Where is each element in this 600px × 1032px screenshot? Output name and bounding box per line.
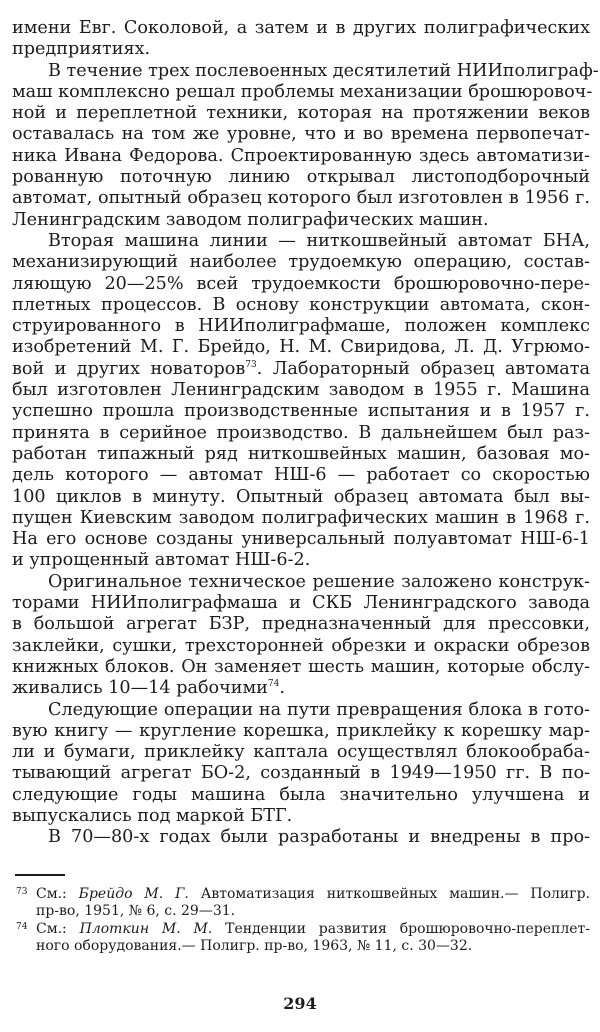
footnote-73 (16, 884, 590, 903)
text-line: ной и переплетной техники, которая на протяжении веков (12, 103, 590, 124)
text-line: следующие годы машина была значительно улучшена и (12, 784, 590, 805)
footnote-ref-73[interactable]: 73 (245, 359, 257, 370)
text-line: струированного в НИИполиграфмаше, положен комплекс (12, 316, 590, 337)
footnote-title: Тенденции развития брошюровочно-переплет- (212, 921, 591, 937)
text-line: ника Ивана Федорова. Спроектированную здесь автоматизи- (12, 145, 590, 166)
text-line: принята в серийное производство. В дальнейшем был раз- (12, 422, 590, 443)
paragraph-start-line: Оригинальное техническое решение заложено конструк- (48, 571, 590, 592)
footnote-title: Автоматизация ниткошвейных машин.— Полигр. (188, 886, 590, 902)
text-line: заклейки, сушки, трехсторонней обрезки и окраски обрезов (12, 635, 590, 656)
text-line: был изготовлен Ленинградским заводом в 1955 г. Машина (12, 380, 590, 401)
text-line: автомат, опытный образец которого был изготовлен в 1956 г. (12, 188, 590, 209)
text-line: механизирующий наиболее трудоемкую операцию, состав- (12, 252, 590, 273)
text-line-with-footnote-ref (12, 678, 590, 699)
text-segment: вой и других новаторов (12, 358, 246, 379)
footnote-prefix: См.: (36, 886, 79, 902)
text-line: предприятиях. (12, 39, 151, 60)
footnote-separator (15, 874, 65, 876)
text-line: успешно прошла производственные испытания и в 1957 г. (12, 401, 590, 422)
footnote-74 (16, 919, 590, 938)
footnote-74-continuation: ного оборудования.— Полигр. пр-во, 1963, № 11, с. 30—32. (36, 937, 473, 954)
footnote-number: 74 (16, 922, 28, 932)
text-line: рованную поточную линию открывал листоподборочный (12, 167, 590, 188)
text-line: изобретений М. Г. Брейдо, Н. М. Свиридова, Л. Д. Угрюмо- (12, 337, 590, 358)
paragraph-start-line: В 70—80-х годах были разработаны и внедрены в про- (48, 827, 590, 848)
paragraph-start-line: В течение трех послевоенных десятилетий НИИполиграф- (48, 60, 599, 81)
text-line: и упрощенный автомат НШ-6-2. (12, 550, 311, 571)
footnote-prefix: См.: (36, 921, 80, 937)
text-line: работан типажный ряд ниткошвейных машин, базовая мо- (12, 443, 590, 464)
text-segment: . Лабораторный образец автомата (256, 358, 590, 379)
text-line: в большой агрегат БЗР, предназначенный для прессовки, (12, 614, 590, 635)
text-line: плетных процессов. В основу конструкции автомата, скон- (12, 294, 590, 315)
text-line: книжных блоков. Он заменяет шесть машин, которые обслу- (12, 656, 590, 677)
text-line: 100 циклов в минуту. Опытный образец автомата был вы- (12, 486, 590, 507)
footnote-author: Брейдо М. Г. (78, 886, 189, 902)
text-line: тывающий агрегат БО-2, созданный в 1949—1950 гг. В по- (12, 763, 590, 784)
text-line: выпускались под маркой БТГ. (12, 805, 293, 826)
text-segment: . (279, 678, 285, 699)
paragraph-start-line: Вторая машина линии — ниткошвейный автомат БНА, (48, 230, 590, 251)
text-line: пущен Киевским заводом полиграфических машин в 1968 г. (12, 507, 590, 528)
text-line: торами НИИполиграфмаша и СКБ Ленинградского завода (12, 593, 590, 614)
text-line: ляющую 20—25% всей трудоемкости брошюровочно-пере- (12, 273, 590, 294)
text-line-with-footnote-ref (12, 359, 590, 380)
text-line: вую книгу — кругление корешка, приклейку к корешку мар- (12, 720, 590, 741)
text-line: ли и бумаги, приклейку каптала осуществлял блокообраба- (12, 742, 590, 763)
footnote-73-continuation: пр-во, 1951, № 6, с. 29—31. (36, 902, 236, 919)
paragraph-start-line: Следующие операции на пути превращения блока в гото- (48, 699, 590, 720)
text-line: имени Евг. Соколовой, а затем и в других полиграфических (12, 18, 590, 38)
footnote-author: Плоткин М. М. (79, 921, 213, 937)
text-line: дель которого — автомат НШ-6 — работает со скоростью (12, 465, 590, 486)
text-line: На его основе созданы универсальный полуавтомат НШ-6-1 (12, 529, 590, 550)
footnote-number: 73 (16, 887, 28, 897)
page-number: 294 (283, 994, 317, 1013)
text-line: оставалась на том же уровне, что и во времена первопечат- (12, 124, 590, 145)
text-segment: живались 10—14 рабочими (12, 678, 268, 699)
footnote-ref-74[interactable]: 74 (267, 679, 280, 690)
text-line: маш комплексно решал проблемы механизации брошюровоч- (12, 81, 593, 102)
body-text (12, 18, 599, 849)
text-line: Ленинградским заводом полиграфических машин. (12, 209, 489, 230)
footnotes (16, 884, 590, 954)
